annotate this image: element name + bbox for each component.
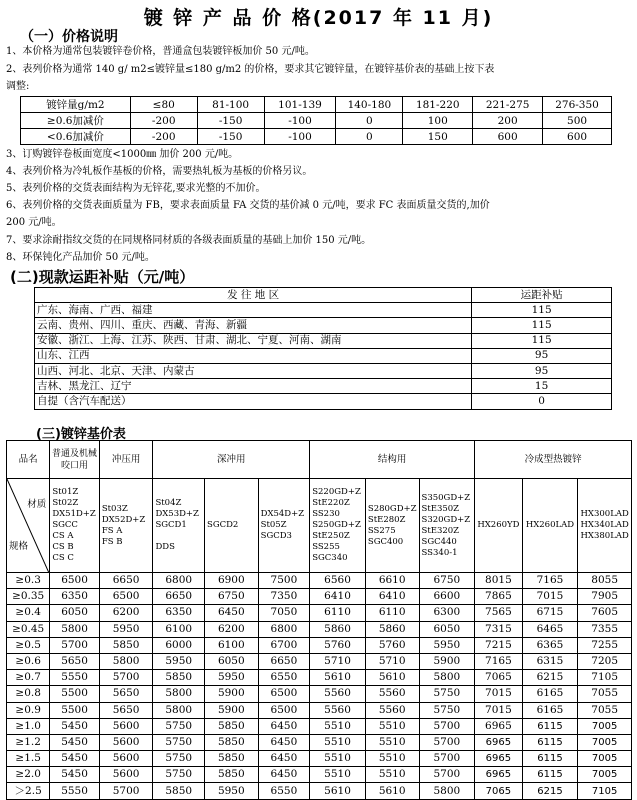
- price-cell: 6215: [522, 670, 578, 686]
- price-cell: 5850: [205, 751, 259, 767]
- price-cell: 7050: [258, 605, 310, 621]
- price-cell: 5560: [365, 686, 419, 702]
- freight-subsidy-table: [34, 287, 612, 410]
- price-cell: 6500: [258, 702, 310, 718]
- price-cell: 6450: [205, 605, 259, 621]
- price-cell: 5700: [419, 718, 475, 734]
- table-row: [21, 129, 612, 145]
- table-row: [35, 363, 612, 378]
- price-row: [7, 573, 632, 589]
- price-cell: 5550: [50, 670, 100, 686]
- price-cell: 5510: [365, 734, 419, 750]
- price-cell: 5950: [419, 637, 475, 653]
- grade-cell: S220GD+Z StE220Z SS230 S250GD+Z StE250Z SS255 SGC340: [310, 479, 366, 573]
- price-row: [7, 783, 632, 799]
- table-cell: ≥0.6加减价: [21, 113, 131, 129]
- price-cell: 7005: [578, 751, 632, 767]
- price-cell: 5800: [153, 686, 205, 702]
- price-cell: 7015: [475, 702, 522, 718]
- price-row: [7, 718, 632, 734]
- price-cell: 6550: [258, 783, 310, 799]
- region-cell: 山西、河北、北京、天津、内蒙古: [35, 363, 472, 378]
- subsidy-cell: 115: [472, 303, 612, 318]
- price-cell: 5850: [153, 783, 205, 799]
- price-cell: 5600: [99, 767, 153, 783]
- price-cell: 6165: [522, 702, 578, 718]
- grade-cell: HX260LAD: [522, 479, 578, 573]
- price-cell: 6050: [50, 605, 100, 621]
- price-cell: 5500: [50, 702, 100, 718]
- price-cell: 5900: [205, 702, 259, 718]
- price-row: [7, 621, 632, 637]
- thickness-cell: ≥0.3: [7, 573, 50, 589]
- price-cell: 5800: [50, 621, 100, 637]
- price-cell: 6500: [50, 573, 100, 589]
- price-cell: 7015: [522, 589, 578, 605]
- table-cell: 600: [473, 129, 543, 145]
- price-cell: 5750: [153, 718, 205, 734]
- table-cell: -200: [130, 129, 197, 145]
- subsidy-cell: 运距补贴: [472, 288, 612, 303]
- price-cell: 6450: [258, 767, 310, 783]
- grade-cell: S280GD+Z StE280Z SS275 SGC400: [365, 479, 419, 573]
- header-cat-lengcheng: 冷成型热镀锌: [475, 441, 632, 479]
- thickness-cell: ≥0.9: [7, 702, 50, 718]
- thickness-cell: ≥1.5: [7, 751, 50, 767]
- price-cell: 6800: [258, 621, 310, 637]
- price-cell: 5900: [419, 653, 475, 669]
- price-cell: 6115: [522, 734, 578, 750]
- price-row: [7, 702, 632, 718]
- price-cell: 5560: [365, 702, 419, 718]
- price-cell: 7005: [578, 718, 632, 734]
- thickness-cell: ≥1.0: [7, 718, 50, 734]
- subsidy-cell: 95: [472, 348, 612, 363]
- table-cell: 0: [336, 113, 403, 129]
- table-row: [35, 303, 612, 318]
- price-cell: 6715: [522, 605, 578, 621]
- note-5: 5、表列价格的交货表面结构为无锌花,要求光整的不加价。: [6, 183, 266, 194]
- price-cell: 6300: [419, 605, 475, 621]
- price-cell: 5450: [50, 718, 100, 734]
- price-cell: 7205: [578, 653, 632, 669]
- price-cell: 5560: [310, 702, 366, 718]
- price-cell: 5800: [153, 702, 205, 718]
- price-cell: 5700: [419, 734, 475, 750]
- thickness-cell: ≥0.35: [7, 589, 50, 605]
- section2-heading: (二)现款运距补贴（元/吨）: [10, 268, 195, 286]
- price-cell: 6560: [310, 573, 366, 589]
- price-cell: 5850: [153, 670, 205, 686]
- header-caizhi-guige: [7, 479, 50, 573]
- price-cell: 5700: [99, 783, 153, 799]
- price-row: [7, 670, 632, 686]
- table-cell: 140-180: [336, 97, 403, 113]
- price-cell: 5510: [310, 751, 366, 767]
- grade-cell: HX300LAD HX340LAD HX380LAD: [578, 479, 632, 573]
- price-cell: 5650: [50, 653, 100, 669]
- price-cell: 8015: [475, 573, 522, 589]
- price-row: [7, 605, 632, 621]
- price-cell: 6200: [99, 605, 153, 621]
- section3-heading: (三)镀锌基价表: [36, 427, 126, 442]
- table-cell: 200: [473, 113, 543, 129]
- price-cell: 6410: [310, 589, 366, 605]
- base-price-table: [6, 440, 632, 800]
- price-cell: 7565: [475, 605, 522, 621]
- price-cell: 6610: [365, 573, 419, 589]
- price-cell: 6965: [475, 767, 522, 783]
- price-cell: 6750: [419, 573, 475, 589]
- price-cell: 7165: [475, 653, 522, 669]
- price-cell: 5850: [205, 718, 259, 734]
- price-cell: 6965: [475, 751, 522, 767]
- subsidy-cell: 95: [472, 363, 612, 378]
- table-cell: -100: [264, 113, 336, 129]
- note-7: 7、要求涂耐指纹交货的在同规格同材质的各级表面质量的基础上加价 150 元/吨。: [6, 235, 372, 246]
- note-2: 2、表列价格为通常 140 g/ m2≤镀锌量≤180 g/m2 的价格，要求其它镀锌量，在镀锌基价表的基础上按下表: [6, 64, 495, 75]
- thickness-cell: ≥1.2: [7, 734, 50, 750]
- price-cell: 5510: [365, 718, 419, 734]
- table-cell: 100: [403, 113, 473, 129]
- note-3: 3、订购镀锌卷板面宽度<1000㎜ 加价 200 元/吨。: [6, 149, 239, 160]
- price-cell: 7005: [578, 767, 632, 783]
- price-cell: 7905: [578, 589, 632, 605]
- price-cell: 6965: [475, 718, 522, 734]
- price-row: [7, 637, 632, 653]
- grade-cell: HX260YD: [475, 479, 522, 573]
- price-row: [7, 589, 632, 605]
- price-cell: 6550: [258, 670, 310, 686]
- price-cell: 7255: [578, 637, 632, 653]
- price-cell: 6100: [153, 621, 205, 637]
- header-cat-chongya: 冲压用: [99, 441, 153, 479]
- price-cell: 7215: [475, 637, 522, 653]
- price-cell: 5750: [419, 686, 475, 702]
- region-cell: 广东、海南、广西、福建: [35, 303, 472, 318]
- table-header-row: [21, 97, 612, 113]
- price-cell: 6115: [522, 718, 578, 734]
- price-cell: 6050: [419, 621, 475, 637]
- price-cell: 6410: [365, 589, 419, 605]
- price-cell: 5760: [365, 637, 419, 653]
- table-header-row: [35, 288, 612, 303]
- price-cell: 5600: [99, 734, 153, 750]
- price-cell: 5800: [419, 670, 475, 686]
- price-cell: 5700: [99, 670, 153, 686]
- table-cell: 221-275: [473, 97, 543, 113]
- price-cell: 6700: [258, 637, 310, 653]
- price-cell: 6600: [419, 589, 475, 605]
- price-cell: 5600: [99, 751, 153, 767]
- price-cell: 5950: [153, 653, 205, 669]
- price-cell: 5450: [50, 734, 100, 750]
- price-cell: 6350: [153, 605, 205, 621]
- price-cell: 7165: [522, 573, 578, 589]
- price-cell: 6750: [205, 589, 259, 605]
- header-cat-jiegou: 结构用: [310, 441, 475, 479]
- subsidy-cell: 115: [472, 333, 612, 348]
- price-cell: 6450: [258, 751, 310, 767]
- price-cell: 8055: [578, 573, 632, 589]
- price-cell: 7500: [258, 573, 310, 589]
- price-cell: 5450: [50, 767, 100, 783]
- table-row: [35, 379, 612, 394]
- price-cell: 7350: [258, 589, 310, 605]
- subsidy-cell: 115: [472, 318, 612, 333]
- grade-cell: SGCD2: [205, 479, 259, 573]
- price-cell: 7865: [475, 589, 522, 605]
- price-cell: 5750: [153, 751, 205, 767]
- section1-heading: （一）价格说明: [20, 29, 118, 45]
- price-cell: 5450: [50, 751, 100, 767]
- note-6-cont: 200 元/吨。: [6, 217, 62, 228]
- price-cell: 5750: [419, 702, 475, 718]
- price-cell: 6965: [475, 734, 522, 750]
- price-cell: 5510: [310, 718, 366, 734]
- price-cell: 7605: [578, 605, 632, 621]
- price-cell: 6050: [205, 653, 259, 669]
- price-cell: 5650: [99, 702, 153, 718]
- price-cell: 6110: [365, 605, 419, 621]
- table-cell: 0: [336, 129, 403, 145]
- price-row: [7, 686, 632, 702]
- price-row: [7, 767, 632, 783]
- price-cell: 5600: [99, 718, 153, 734]
- table-cell: 镀锌量g/m2: [21, 97, 131, 113]
- price-cell: 6100: [205, 637, 259, 653]
- price-cell: 5850: [205, 734, 259, 750]
- price-cell: 5510: [365, 751, 419, 767]
- price-cell: 5710: [310, 653, 366, 669]
- price-cell: 5510: [365, 767, 419, 783]
- subsidy-cell: 15: [472, 379, 612, 394]
- header-pinming: 品名: [7, 441, 50, 479]
- price-cell: 5860: [365, 621, 419, 637]
- price-cell: 6650: [99, 573, 153, 589]
- price-cell: 6450: [258, 718, 310, 734]
- price-cell: 6500: [258, 686, 310, 702]
- note-2-cont: 调整:: [6, 81, 30, 92]
- note-1: 1、本价格为通常包装镀锌卷价格，普通盒包装镀锌板加价 50 元/吨。: [6, 46, 315, 57]
- price-cell: 5800: [99, 653, 153, 669]
- price-cell: 6650: [153, 589, 205, 605]
- price-cell: 6000: [153, 637, 205, 653]
- note-6: 6、表列价格的交货表面质量为 FB，要求表面质量 FA 交货的基价减 0 元/吨，要求 FC 表面质量交货的,加价: [6, 200, 490, 211]
- region-cell: 发 往 地 区: [35, 288, 472, 303]
- price-cell: 6465: [522, 621, 578, 637]
- grade-cell: S350GD+Z StE350Z S320GD+Z StE320Z SGC440 SS340-1: [419, 479, 475, 573]
- table-cell: 500: [543, 113, 612, 129]
- price-cell: 5610: [310, 783, 366, 799]
- price-cell: 5700: [50, 637, 100, 653]
- table-cell: ≤80: [130, 97, 197, 113]
- price-cell: 7055: [578, 702, 632, 718]
- price-cell: 7065: [475, 670, 522, 686]
- table-row: [21, 113, 612, 129]
- price-cell: 6215: [522, 783, 578, 799]
- price-cell: 7055: [578, 686, 632, 702]
- price-cell: 7065: [475, 783, 522, 799]
- thickness-cell: ≥0.7: [7, 670, 50, 686]
- table-cell: <0.6加减价: [21, 129, 131, 145]
- price-cell: 6800: [153, 573, 205, 589]
- thickness-cell: ≥0.8: [7, 686, 50, 702]
- table-row: [35, 394, 612, 409]
- price-cell: 5800: [419, 783, 475, 799]
- price-cell: 6365: [522, 637, 578, 653]
- price-cell: 7105: [578, 670, 632, 686]
- thickness-cell: ≥0.45: [7, 621, 50, 637]
- price-cell: 6900: [205, 573, 259, 589]
- price-cell: 5850: [99, 637, 153, 653]
- price-cell: 6650: [258, 653, 310, 669]
- price-cell: 6115: [522, 751, 578, 767]
- price-cell: 7015: [475, 686, 522, 702]
- diagonal-divider: [7, 479, 49, 573]
- document-title: 镀 锌 产 品 价 格(2017 年 11 月): [143, 7, 494, 29]
- price-cell: 5760: [310, 637, 366, 653]
- price-cell: 5750: [153, 767, 205, 783]
- region-cell: 云南、贵州、四川、重庆、西藏、青海、新疆: [35, 318, 472, 333]
- price-cell: 5950: [205, 783, 259, 799]
- price-cell: 6115: [522, 767, 578, 783]
- price-cell: 5950: [99, 621, 153, 637]
- table-cell: -150: [197, 113, 264, 129]
- price-row: [7, 653, 632, 669]
- table-cell: 276-350: [543, 97, 612, 113]
- subsidy-cell: 0: [472, 394, 612, 409]
- price-cell: 5510: [310, 767, 366, 783]
- region-cell: 安徽、浙江、上海、江苏、陕西、甘肃、湖北、宁夏、河南、湖南: [35, 333, 472, 348]
- price-cell: 6200: [205, 621, 259, 637]
- region-cell: 自提（含汽车配送）: [35, 394, 472, 409]
- table-cell: 101-139: [264, 97, 336, 113]
- grade-cell: St01Z St02Z DX51D+Z SGCC CS A CS B CS C: [50, 479, 100, 573]
- thickness-cell: ≥0.4: [7, 605, 50, 621]
- price-cell: 5610: [365, 670, 419, 686]
- price-cell: 5860: [310, 621, 366, 637]
- price-cell: 7315: [475, 621, 522, 637]
- thickness-cell: ≥0.6: [7, 653, 50, 669]
- grade-cell: St03Z DX52D+Z FS A FS B: [99, 479, 153, 573]
- price-cell: 6500: [99, 589, 153, 605]
- table-cell: -200: [130, 113, 197, 129]
- price-cell: 5700: [419, 767, 475, 783]
- thickness-cell: ＞2.5: [7, 783, 50, 799]
- grade-cell: DX54D+Z St05Z SGCD3: [258, 479, 310, 573]
- label-guige: 规格: [9, 541, 29, 552]
- price-row: [7, 734, 632, 750]
- price-cell: 6315: [522, 653, 578, 669]
- price-cell: 5650: [99, 686, 153, 702]
- table-cell: -150: [197, 129, 264, 145]
- price-cell: 5950: [205, 670, 259, 686]
- table-row: [35, 318, 612, 333]
- table-cell: -100: [264, 129, 336, 145]
- table-cell: 150: [403, 129, 473, 145]
- header-cat-jiaoyao: 普通及机械咬口用: [50, 441, 100, 479]
- price-cell: 5850: [205, 767, 259, 783]
- price-cell: 5710: [365, 653, 419, 669]
- zinc-coating-adjustment-table: [20, 96, 612, 145]
- label-caizhi: 材质: [27, 499, 47, 510]
- price-cell: 5560: [310, 686, 366, 702]
- price-cell: 7105: [578, 783, 632, 799]
- price-row: [7, 751, 632, 767]
- price-cell: 7005: [578, 734, 632, 750]
- region-cell: 吉林、黑龙江、辽宁: [35, 379, 472, 394]
- price-cell: 5750: [153, 734, 205, 750]
- table-row: [35, 348, 612, 363]
- table-cell: 81-100: [197, 97, 264, 113]
- price-cell: 5900: [205, 686, 259, 702]
- price-cell: 5700: [419, 751, 475, 767]
- thickness-cell: ≥2.0: [7, 767, 50, 783]
- note-4: 4、表列价格为冷轧板作基板的价格，需要热轧板为基板的价格另议。: [6, 166, 313, 177]
- price-cell: 5510: [310, 734, 366, 750]
- table-cell: 600: [543, 129, 612, 145]
- note-8: 8、环保钝化产品加价 50 元/吨。: [6, 252, 155, 263]
- grade-cell: St04Z DX53D+Z SGCD1 DDS: [153, 479, 205, 573]
- table-cell: 181-220: [403, 97, 473, 113]
- header-cat-shenchong: 深冲用: [153, 441, 310, 479]
- price-cell: 5610: [365, 783, 419, 799]
- price-cell: 6450: [258, 734, 310, 750]
- thickness-cell: ≥0.5: [7, 637, 50, 653]
- price-cell: 7355: [578, 621, 632, 637]
- price-cell: 5500: [50, 686, 100, 702]
- price-cell: 5550: [50, 783, 100, 799]
- table-row: [35, 333, 612, 348]
- price-cell: 6165: [522, 686, 578, 702]
- price-cell: 5610: [310, 670, 366, 686]
- price-cell: 6350: [50, 589, 100, 605]
- region-cell: 山东、江西: [35, 348, 472, 363]
- price-cell: 6110: [310, 605, 366, 621]
